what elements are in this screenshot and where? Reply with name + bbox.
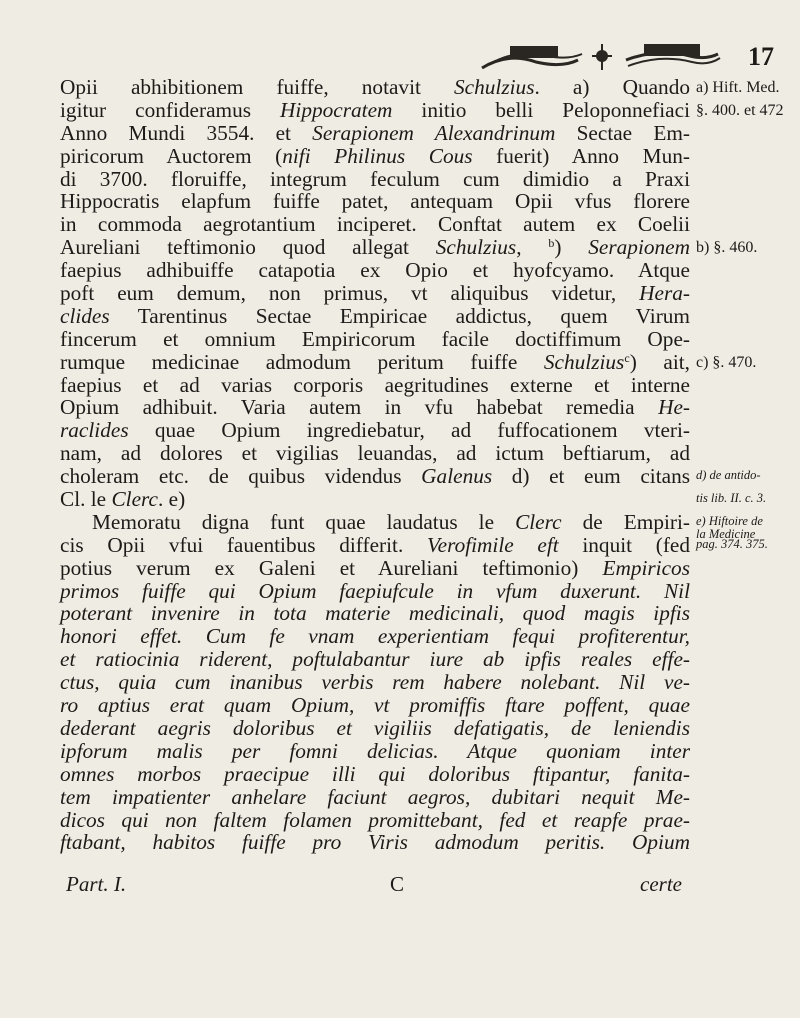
text-run: di 3700. floruiffe, integrum feculum cum dimidio a Praxi	[60, 166, 690, 191]
text-line	[60, 442, 690, 465]
italic-run: clides	[60, 303, 110, 328]
italic-run: Serapionem	[588, 235, 690, 260]
text-run: cis Opii vfui fauentibus differit.	[60, 532, 427, 557]
text-run: d) et eum citans	[492, 464, 691, 489]
footnote-ref: c	[624, 350, 630, 365]
text-line	[60, 122, 690, 145]
text-line	[60, 763, 690, 786]
italic-run: primos fuiffe qui Opium faepiufcule in vfum duxerunt. Nil	[60, 578, 690, 603]
italic-run: tem impatienter anhelare faciunt aegros, dubitari nequit Me-	[60, 784, 690, 809]
text-run: quae Opium ingrediebatur, ad fuffocationem vteri-	[128, 418, 690, 443]
margin-note: §. 400. et 472	[696, 101, 784, 119]
text-line	[60, 557, 690, 580]
text-run: Cl. le	[60, 487, 112, 512]
margin-note: e) Hiftoire de	[696, 514, 763, 529]
text-run: Memoratu digna funt quae laudatus le	[92, 509, 516, 534]
text-run: . a) Quando	[534, 75, 690, 99]
margin-note: c) §. 470.	[696, 353, 757, 371]
italic-run: nifi Philinus Cous	[282, 143, 473, 168]
text-line	[60, 282, 690, 305]
text-run: fuerit) Anno Mun-	[472, 143, 690, 168]
catchword: certe	[640, 872, 682, 896]
text-run: nam, ad dolores et vigilias leuandas, ad ictum beftiarum, ad	[60, 441, 690, 466]
text-run: inquit (fed	[558, 532, 691, 557]
signature-mark: C	[390, 872, 405, 896]
text-line	[60, 396, 690, 419]
text-line	[60, 809, 690, 832]
margin-note: b) §. 460.	[696, 239, 758, 257]
text-run: initio belli Peloponnefiaci	[392, 97, 690, 122]
italic-run: ftabant, habitos fuiffe pro Viris admodum peritis. Opium	[60, 830, 690, 855]
text-line	[60, 351, 690, 374]
text-line	[60, 190, 690, 213]
text-line	[60, 76, 690, 99]
italic-run: Schulzius	[435, 235, 517, 260]
text-line	[60, 534, 690, 557]
margin-note: d) de antido-	[696, 468, 761, 483]
text-run: in commoda aegrotantium inciperet. Conftat autem ex Coelii	[60, 212, 690, 237]
text-run: potius verum ex Galeni et Aureliani teftimonio)	[60, 555, 603, 580]
text-line	[60, 465, 690, 488]
italic-run: Schulzius	[543, 349, 625, 374]
text-line	[60, 580, 690, 603]
text-line	[60, 671, 690, 694]
text-line	[60, 236, 690, 259]
italic-run: omnes morbos praecipue illi qui doloribus ftipantur, fanita-	[60, 761, 690, 786]
text-line	[60, 374, 690, 397]
text-line	[60, 99, 690, 122]
text-line	[60, 259, 690, 282]
text-run: ) ait,	[629, 349, 690, 374]
italic-run: raclides	[60, 418, 129, 443]
text-line	[60, 145, 690, 168]
italic-run: ro aptius erat quam Opium, vt promiffis ftare poffent, quae	[60, 693, 690, 718]
italic-run: Clerc	[111, 487, 158, 512]
text-line	[60, 168, 690, 191]
text-run: choleram etc. de quibus videndus	[60, 464, 422, 489]
italic-run: He-	[658, 395, 690, 420]
italic-run: Clerc	[515, 509, 562, 534]
text-line	[60, 511, 690, 534]
text-line	[60, 648, 690, 671]
text-line	[60, 328, 690, 351]
italic-run: Empiricos	[602, 555, 690, 580]
text-run: Tarentinus Sectae Empiricae addictus, quem Virum	[109, 303, 690, 328]
footnote-ref: b	[548, 236, 555, 251]
italic-run: poterant invenire in tota materie medicinali, quod magis ipfis	[60, 601, 690, 626]
margin-note: a) Hift. Med.	[696, 79, 780, 96]
text-run: )	[554, 235, 589, 260]
italic-run: Verofimile eft	[426, 532, 559, 557]
text-run: Aureliani teftimonio quod allegat	[60, 235, 436, 260]
text-line	[60, 740, 690, 763]
italic-run: ipforum malis per fomni delicias. Atque quoniam inter	[60, 738, 690, 763]
italic-run: dederant aegris doloribus et vigiliis defatigatis, de leniendis	[60, 715, 690, 740]
text-line	[60, 786, 690, 809]
italic-run: et ratiocinia riderent, poftulabantur iure ab ipfis reales effe-	[60, 647, 690, 672]
text-run: Anno Mundi 3554. et	[60, 120, 313, 145]
signature-line	[60, 872, 690, 896]
text-run: faepius et ad varias corporis aegritudines externe et interne	[60, 372, 690, 397]
text-run: fincerum et omnium Empiricorum facile doctiffimum Ope-	[60, 326, 690, 351]
part-label: Part. I.	[66, 872, 127, 896]
page-header	[0, 20, 800, 71]
text-line	[60, 717, 690, 740]
italic-run: honori effet. Cum fe vnam experientiam fequi profiterentur,	[60, 624, 690, 649]
text-run: ,	[516, 235, 549, 260]
italic-run: Hippocratem	[280, 97, 393, 122]
italic-run: Schulzius	[454, 75, 535, 99]
italic-run: ctus, quia cum inanibus verbis rem habere nolebant. Nil ve-	[60, 670, 690, 695]
text-line	[60, 305, 690, 328]
text-run: Hippocratis elapfum fuiffe patet, antequam Opii vfus florere	[60, 189, 690, 214]
italic-run: dicos qui non faltem folamen promittebant, fed et reapfe prae-	[60, 807, 690, 832]
text-line	[60, 213, 690, 236]
text-run: rumque medicinae admodum peritum fuiffe	[60, 349, 544, 374]
text-line	[60, 602, 690, 625]
italic-run: Galenus	[421, 464, 493, 489]
page-number: 17	[748, 42, 774, 71]
text-line	[60, 831, 690, 854]
text-line	[60, 419, 690, 442]
text-run: de Empiri-	[561, 509, 690, 534]
text-run: Sectae Em-	[555, 120, 690, 145]
margin-note: pag. 374. 375.	[696, 537, 768, 551]
text-run: Opium adhibuit. Varia autem in vfu habebat remedia	[60, 395, 659, 420]
text-run: Opii abhibitionem fuiffe, notavit	[60, 75, 455, 99]
text-run: . e)	[158, 487, 186, 512]
margin-note: tis lib. II. c. 3.	[696, 491, 767, 506]
body-text	[60, 76, 690, 854]
text-run: faepius adhibuiffe catapotia ex Opio et hyofcyamo. Atque	[60, 258, 690, 283]
text-run: poft eum demum, non primus, vt aliquibus videtur,	[60, 281, 640, 306]
text-run: igitur confideramus	[60, 97, 281, 122]
text-run: piricorum Auctorem (	[60, 143, 283, 168]
italic-run: Hera-	[639, 281, 690, 306]
margin-note: la Medicine	[696, 526, 756, 541]
italic-run: Serapionem Alexandrinum	[312, 120, 556, 145]
text-line	[60, 488, 690, 511]
text-line	[60, 625, 690, 648]
text-line	[60, 694, 690, 717]
